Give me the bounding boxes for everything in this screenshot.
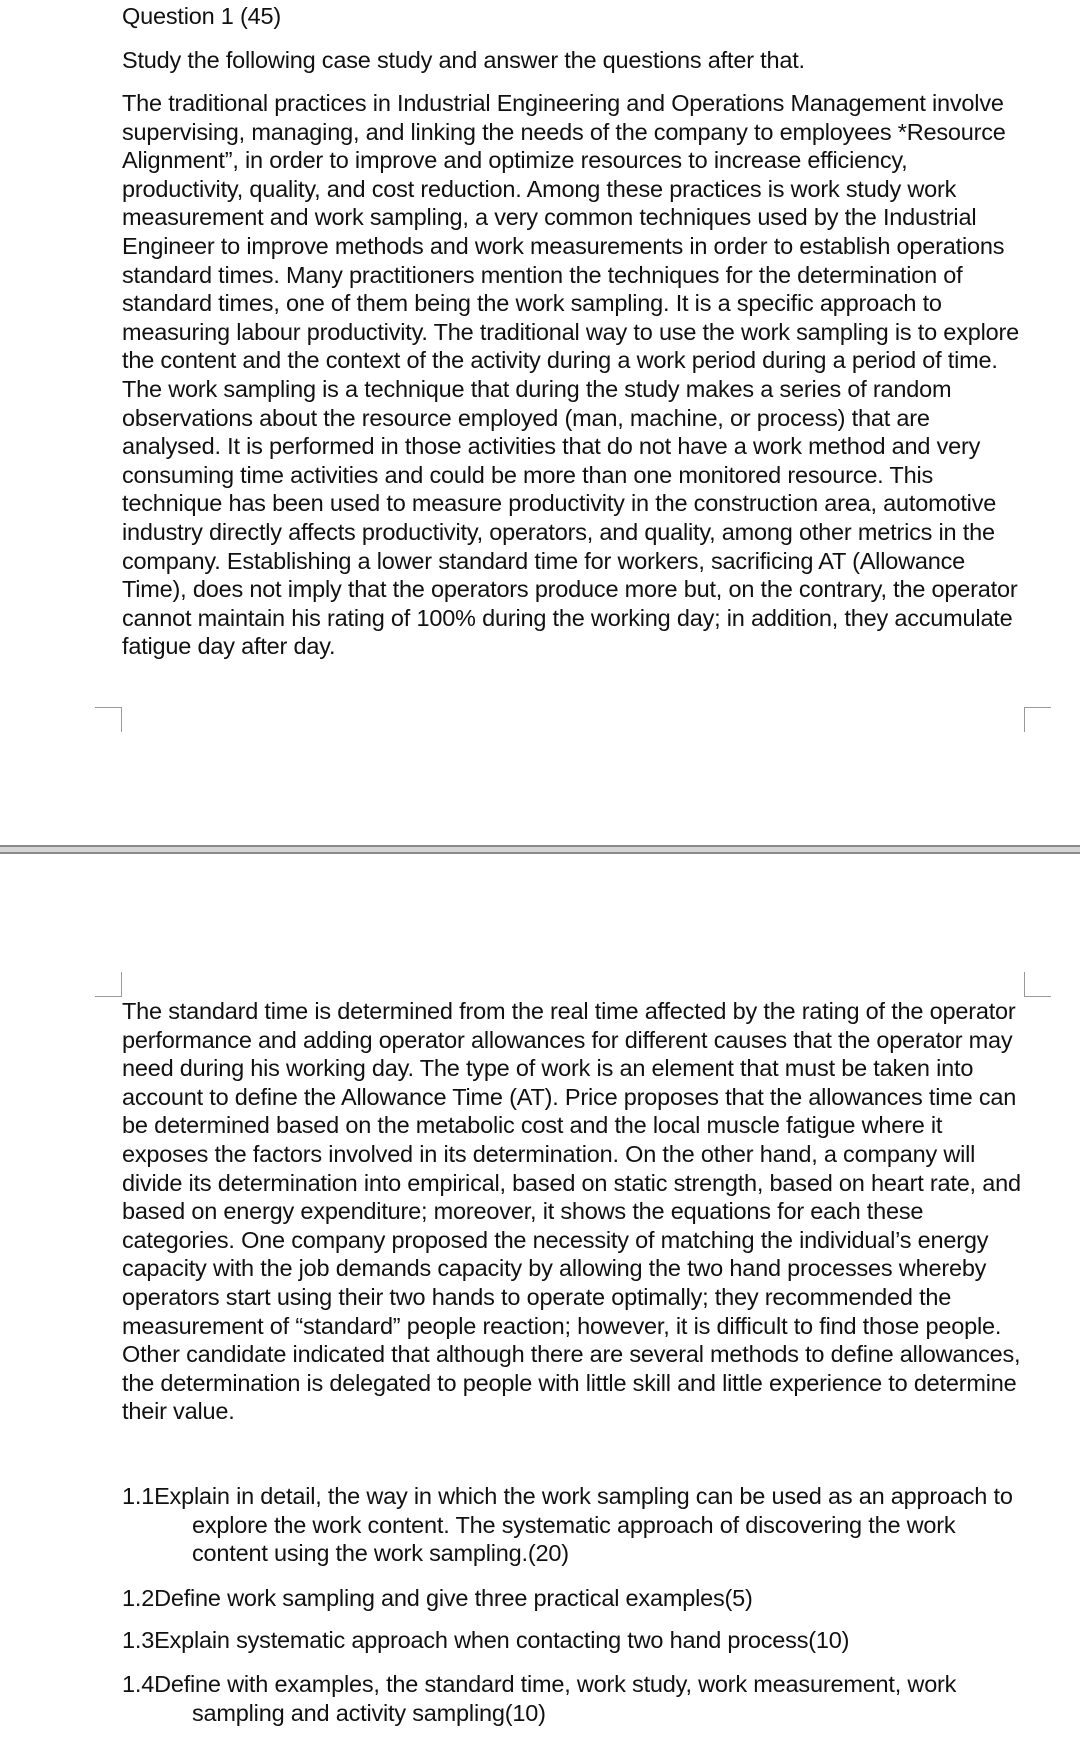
- sub-question-list: [122, 1482, 1022, 1727]
- sub-question-1-4: 1.4Define with examples, the standard time, work study, work measurement, work sampling and activity sampling(10): [122, 1670, 957, 1726]
- question-instructions: Study the following case study and answer the questions after that.: [122, 47, 805, 73]
- sub-question-1-2: 1.2Define work sampling and give three practical examples(5): [122, 1584, 753, 1611]
- page-margin-corner-bottom-right: [1024, 972, 1051, 997]
- case-study-paragraph-2: The standard time is determined from the real time affected by the rating of the operator performance and adding operator allowances for different causes that the operator may need during his working day. The type of work is an element that must be taken into account to define the Allowance Time (AT). Price proposes that the allowances time can be determined based on the metabolic cost and the local muscle fatigue where it exposes the factors involved in its determination. On the other hand, a company will divide its determination into empirical, based on static strength, based on heart rate, and based on energy expenditure; moreover, it shows the equations for each these categories. One company proposed the necessity of matching the individual’s energy capacity with the job demands capacity by allowing the two hand processes whereby operators start using their two hands to operate optimally; they recommended the measurement of “standard” people reaction; however, it is difficult to find those people. Other candidate indicated that although there are several methods to define allowances, the determination is delegated to people with little skill and little experience to determine their value.: [122, 998, 1021, 1425]
- case-study-paragraph-1: The traditional practices in Industrial Engineering and Operations Management involve supervising, managing, and linking the needs of the company to employees *Resource Alignment”, in order to improve and optimize resources to increase efficiency, productivity, quality, and cost reduction. Among these practices is work study work measurement and work sampling, a very common techniques used by the Industrial Engineer to improve methods and work measurements in order to establish operations standard times. Many practitioners mention the techniques for the determination of standard times, one of them being the work sampling. It is a specific approach to measuring labour productivity. The traditional way to use the work sampling is to explore the content and the context of the activity during a work period during a period of time. The work sampling is a technique that during the study makes a series of random observations about the resource employed (man, machine, or process) that are analysed. It is performed in those activities that do not have a work method and very consuming time activities and could be more than one monitored resource. This technique has been used to measure productivity in the construction area, automotive industry directly affects productivity, operators, and quality, among other metrics in the company. Establishing a lower standard time for workers, sacrificing AT (Allowance Time), does not imply that the operators produce more but, on the contrary, the operator cannot maintain his rating of 100% during the working day; in addition, they accumulate fatigue day after day.: [122, 90, 1019, 660]
- sub-question-1-3: 1.3Explain systematic approach when contacting two hand process(10): [122, 1627, 850, 1654]
- question-title: Question 1 (45): [122, 3, 281, 29]
- sub-question-1-1: 1.1Explain in detail, the way in which the work sampling can be used as an approach to explore the work content. The systematic approach of discovering the work content using the work sampling.(20): [122, 1483, 1013, 1567]
- page-break-separator: [0, 845, 1080, 854]
- page-margin-corner-bottom-left: [95, 972, 122, 997]
- page-margin-corner-top-left: [95, 707, 122, 732]
- page-margin-corner-top-right: [1024, 707, 1051, 732]
